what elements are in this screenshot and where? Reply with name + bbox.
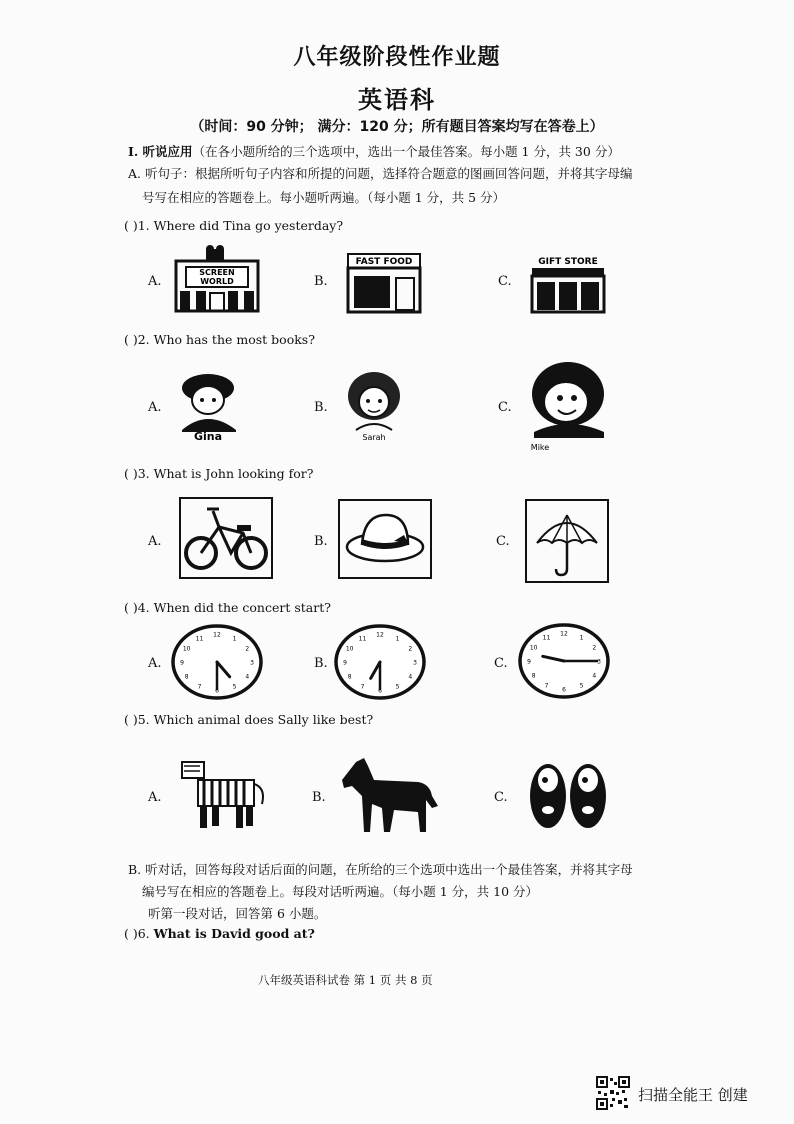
hat-image: [338, 499, 432, 579]
section-heading: I. 听说应用: [128, 144, 193, 159]
question-2: [124, 332, 315, 347]
part-b-instruction-2: 编号写在相应的答题卷上。每段对话听两遍。（每小题 1 分，共 10 分）: [142, 884, 539, 899]
answer-blank: ( )1.: [124, 218, 150, 233]
clock-numeral: 9: [343, 659, 347, 667]
gina-name: Gina: [193, 430, 223, 443]
part-b-instruction-3: 听第一段对话，回答第 6 小题。: [148, 906, 327, 921]
part-a-instruction-2: 号写在相应的答题卷上。每小题听两遍。（每小题 1 分，共 5 分）: [142, 190, 506, 205]
page-title: 八年级阶段性作业题: [293, 45, 501, 70]
question-5: [124, 712, 373, 727]
clock-image-a: [170, 623, 264, 701]
clock-numeral: 3: [250, 659, 254, 667]
clock-numeral: 7: [544, 682, 549, 690]
clock-numeral: 7: [360, 683, 365, 691]
answer-blank: ( )4.: [124, 600, 150, 615]
q4-option-c-label: C.: [494, 656, 508, 671]
page-footer: 八年级英语科试卷 第 1 页 共 8 页: [258, 973, 433, 987]
question-text: What is John looking for?: [153, 466, 314, 481]
clock-numeral: 10: [529, 644, 538, 652]
section-heading-note: （在各小题所给的三个选项中，选出一个最佳答案。每小题 1 分，共 30 分）: [192, 144, 620, 159]
question-text: Which animal does Sally like best?: [153, 712, 374, 727]
clock-numeral: 7: [197, 683, 202, 691]
horse-image: [334, 756, 442, 836]
clock-numeral: 9: [180, 659, 184, 667]
gift-store-image: [528, 252, 608, 314]
clock-numeral: 3: [597, 658, 601, 666]
gina-portrait-image: [172, 370, 252, 442]
clock-numeral: 5: [395, 683, 400, 691]
clock-numeral: 4: [408, 673, 413, 681]
umbrella-image: [525, 499, 609, 583]
question-3: [124, 466, 313, 481]
q4-option-a-label: A.: [148, 656, 162, 671]
subject-title: 英语科: [358, 86, 436, 114]
clock-numeral: 5: [579, 682, 584, 690]
q1-option-b-label: B.: [314, 274, 328, 289]
q1-option-c-label: C.: [498, 274, 512, 289]
answer-blank: ( )3.: [124, 466, 150, 481]
cinema-image: [172, 245, 262, 313]
clock-numeral: 2: [592, 644, 597, 652]
part-b-instruction-1: B. 听对话，回答每段对话后面的问题，在所给的三个选项中选出一个最佳答案，并将其字母: [128, 862, 633, 877]
question-text: Where did Tina go yesterday?: [153, 218, 344, 233]
q5-option-a-label: A.: [148, 790, 162, 805]
clock-numeral: 11: [358, 635, 367, 643]
question-text: When did the concert start?: [153, 600, 331, 615]
question-text: What is David good at?: [153, 926, 315, 941]
section-heading-line: [128, 142, 620, 160]
clock-numeral: 2: [245, 645, 250, 653]
q2-option-c-label: C.: [498, 400, 512, 415]
question-6: [124, 926, 315, 941]
answer-blank: ( )5.: [124, 712, 150, 727]
clock-numeral: 12: [376, 631, 384, 639]
q5-option-b-label: B.: [312, 790, 326, 805]
clock-numeral: 10: [345, 645, 354, 653]
answer-blank: ( )6.: [124, 926, 150, 941]
clock-numeral: 11: [195, 635, 204, 643]
clock-numeral: 6: [215, 687, 219, 695]
clock-numeral: 12: [560, 630, 568, 638]
mike-name: Mike: [530, 443, 550, 452]
clock-numeral: 1: [395, 635, 400, 643]
panda-image: [524, 750, 612, 834]
fast-food-shop-image: [344, 252, 424, 314]
clock-numeral: 8: [184, 673, 189, 681]
q3-option-b-label: B.: [314, 534, 328, 549]
clock-numeral: 9: [527, 658, 531, 666]
tiger-image: [178, 758, 270, 832]
clock-numeral: 8: [347, 673, 352, 681]
gift-store-sign: GIFT STORE: [538, 257, 598, 267]
cinema-sign-line2: WORLD: [200, 277, 234, 286]
clock-numeral: 4: [245, 673, 250, 681]
q3-option-a-label: A.: [148, 534, 162, 549]
mike-portrait-image: [520, 360, 616, 452]
clock-image-c: [517, 622, 611, 700]
qr-code-icon: [596, 1076, 630, 1110]
clock-numeral: 8: [531, 672, 536, 680]
clock-numeral: 12: [213, 631, 221, 639]
scanner-watermark: 扫描全能王 创建: [638, 1086, 748, 1104]
part-a-instruction-1: A. 听句子：根据所听句子内容和所提的问题，选择符合题意的图画回答问题，并将其字母编: [128, 166, 633, 181]
exam-info: （时间：90 分钟； 满分：120 分；所有题目答案均写在答卷上）: [190, 119, 604, 135]
q2-option-b-label: B.: [314, 400, 328, 415]
clock-numeral: 3: [413, 659, 417, 667]
sarah-portrait-image: [340, 370, 412, 442]
q4-option-b-label: B.: [314, 656, 328, 671]
clock-numeral: 4: [592, 672, 597, 680]
q5-option-c-label: C.: [494, 790, 508, 805]
clock-numeral: 6: [562, 686, 566, 694]
clock-numeral: 1: [579, 634, 584, 642]
sarah-name: Sarah: [362, 433, 386, 442]
clock-numeral: 1: [232, 635, 237, 643]
clock-numeral: 10: [182, 645, 191, 653]
question-1: [124, 218, 343, 233]
q2-option-a-label: A.: [148, 400, 162, 415]
clock-numeral: 2: [408, 645, 413, 653]
question-text: Who has the most books?: [153, 332, 315, 347]
fast-food-sign: FAST FOOD: [355, 257, 413, 267]
clock-image-b: [333, 623, 427, 701]
answer-blank: ( )2.: [124, 332, 150, 347]
clock-numeral: 5: [232, 683, 237, 691]
q1-option-a-label: A.: [148, 274, 162, 289]
bicycle-image: [179, 497, 273, 579]
clock-numeral: 6: [378, 687, 382, 695]
q3-option-c-label: C.: [496, 534, 510, 549]
question-4: [124, 600, 331, 615]
cinema-sign-line1: SCREEN: [199, 268, 235, 277]
clock-numeral: 11: [542, 634, 551, 642]
